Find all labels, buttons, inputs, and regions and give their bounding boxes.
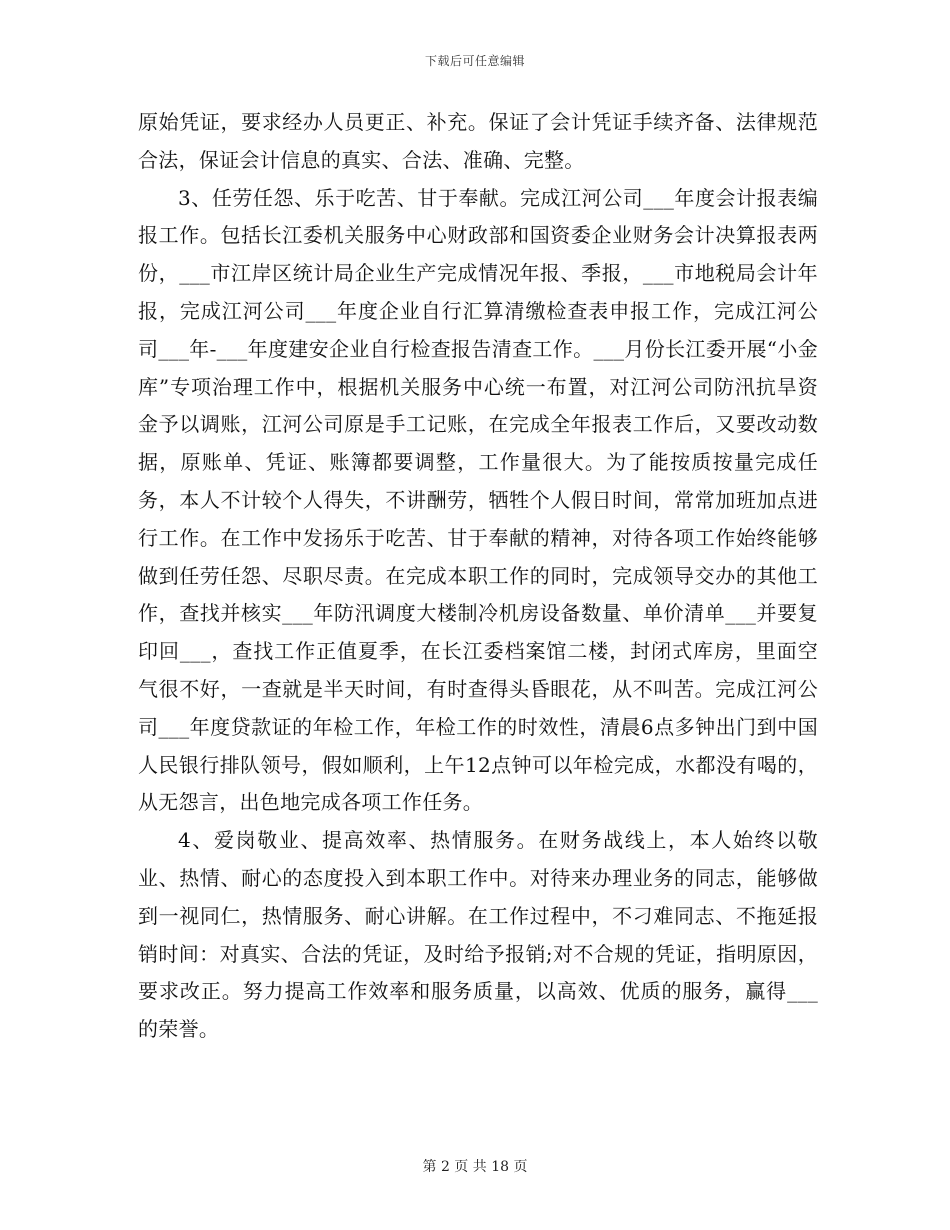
page-header: 下载后可任意编辑 (424, 54, 525, 68)
paragraph-item-4: 4、爱岗敬业、提高效率、热情服务。在财务战线上，本人始终以敬业、热情、耐心的态度投入到本职工作中。对待来办理业务的同志，能够做到一视同仁，热情服务、耐心讲解。在工作过程中，不刁难同志、不拖延报销时间：对真实、合法的凭证，及时给予报销;对不合规的凭证，指明原因，要求改正。努力提高工作效率和服务质量，以高效、优质的服务，赢得___的荣誉。 (138, 828, 818, 1042)
page-footer-page-number: 第 2 页 共 18 页 (422, 1159, 528, 1175)
paragraph-continuation: 原始凭证，要求经办人员更正、补充。保证了会计凭证手续齐备、法律规范合法，保证会计信息的真实、合法、准确、完整。 (138, 110, 818, 172)
paragraph-item-3: 3、任劳任怨、乐于吃苦、甘于奉献。完成江河公司___年度会计报表编报工作。包括长江委机关服务中心财政部和国资委企业财务会计决算报表两份，___市江岸区统计局企业生产完成情况年报、季报，___市地税局会计年报，完成江河公司___年度企业自行汇算清缴检查表申报工作，完成江河公司___年-___年度建安企业自行检查报告清查工作。___月份长江委开展“小金库”专项治理工作中，根据机关服务中心统一布置，对江河公司防汛抗旱资金予以调账，江河公司原是手工记账，在完成全年报表工作后，又要改动数据，原账单、凭证、账簿都要调整，工作量很大。为了能按质按量完成任务，本人不计较个人得失，不讲酬劳，牺牲个人假日时间，常常加班加点进行工作。在工作中发扬乐于吃苦、甘于奉献的精神，对待各项工作始终能够做到任劳任怨、尽职尽责。在完成本职工作的同时，完成领导交办的其他工作，查找并核实___年防汛调度大楼制冷机房设备数量、单价清单___并要复印回___，查找工作正值夏季，在长江委档案馆二楼，封闭式库房，里面空气很不好，一查就是半天时间，有时查得头昏眼花，从不叫苦。完成江河公司___年度贷款证的年检工作，年检工作的时效性，清晨6点多钟出门到中国人民银行排队领号，假如顺利，上午12点钟可以年检完成，水都没有喝的，从无怨言，出色地完成各项工作任务。 (138, 185, 818, 815)
document-body (138, 104, 818, 1049)
